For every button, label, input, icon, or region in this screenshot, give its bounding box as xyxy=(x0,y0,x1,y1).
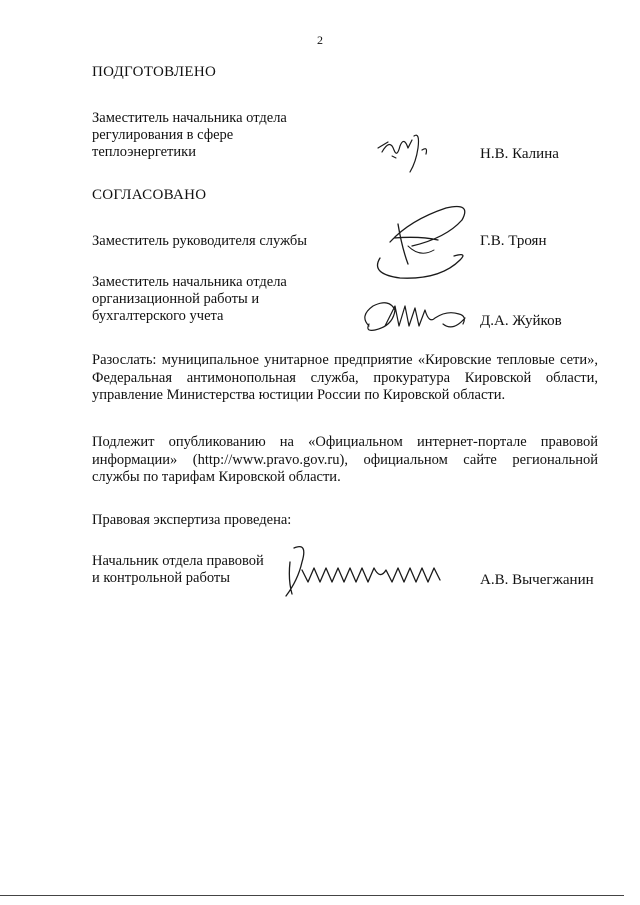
publication-paragraph: Подлежит опубликованию на «Официальном интернет-портале правовой информации» (http://www.pravo.gov.ru), официальном сайте региональной службы по тарифам Кировской области. xyxy=(92,434,598,485)
distribution-paragraph: Разослать: муниципальное унитарное предприятие «Кировские тепловые сети», Федеральная антимонопольная служба, прокуратура Кировской области, управление Министерства юстиции России по Кировской области. xyxy=(92,352,598,403)
agreed-role-line: Заместитель начальника отдела xyxy=(92,274,287,290)
prepared-signer-name: Н.В. Калина xyxy=(480,146,559,162)
agreed-signer-1-name: Г.В. Троян xyxy=(480,233,547,249)
prepared-role-line: теплоэнергетики xyxy=(92,144,196,160)
agreed-role-line: бухгалтерского учета xyxy=(92,308,224,324)
signature-vychegzhanin xyxy=(272,540,462,602)
legal-review-signer-name: А.В. Вычегжанин xyxy=(480,572,594,588)
agreed-role-line: Заместитель руководителя службы xyxy=(92,233,308,249)
legal-review-statement: Правовая экспертиза проведена: xyxy=(92,512,292,528)
legal-review-role-line: и контрольной работы xyxy=(92,570,230,586)
agreed-role-1 xyxy=(92,233,372,250)
prepared-role xyxy=(92,110,372,161)
signature-zhuikov xyxy=(355,296,480,340)
agreed-role-2 xyxy=(92,274,372,325)
agreed-role-line: организационной работы и xyxy=(92,291,260,307)
bottom-rule xyxy=(0,895,624,896)
agreed-signer-2-name: Д.А. Жуйков xyxy=(480,313,562,329)
signature-kalina xyxy=(370,128,460,178)
page-number: 2 xyxy=(317,33,323,47)
prepared-role-line: Заместитель начальника отдела xyxy=(92,110,287,126)
legal-review-role-line: Начальник отдела правовой xyxy=(92,553,264,569)
prepared-heading: ПОДГОТОВЛЕНО xyxy=(92,64,217,80)
prepared-role-line: регулирования в сфере xyxy=(92,127,234,143)
agreed-heading: СОГЛАСОВАНО xyxy=(92,187,207,203)
